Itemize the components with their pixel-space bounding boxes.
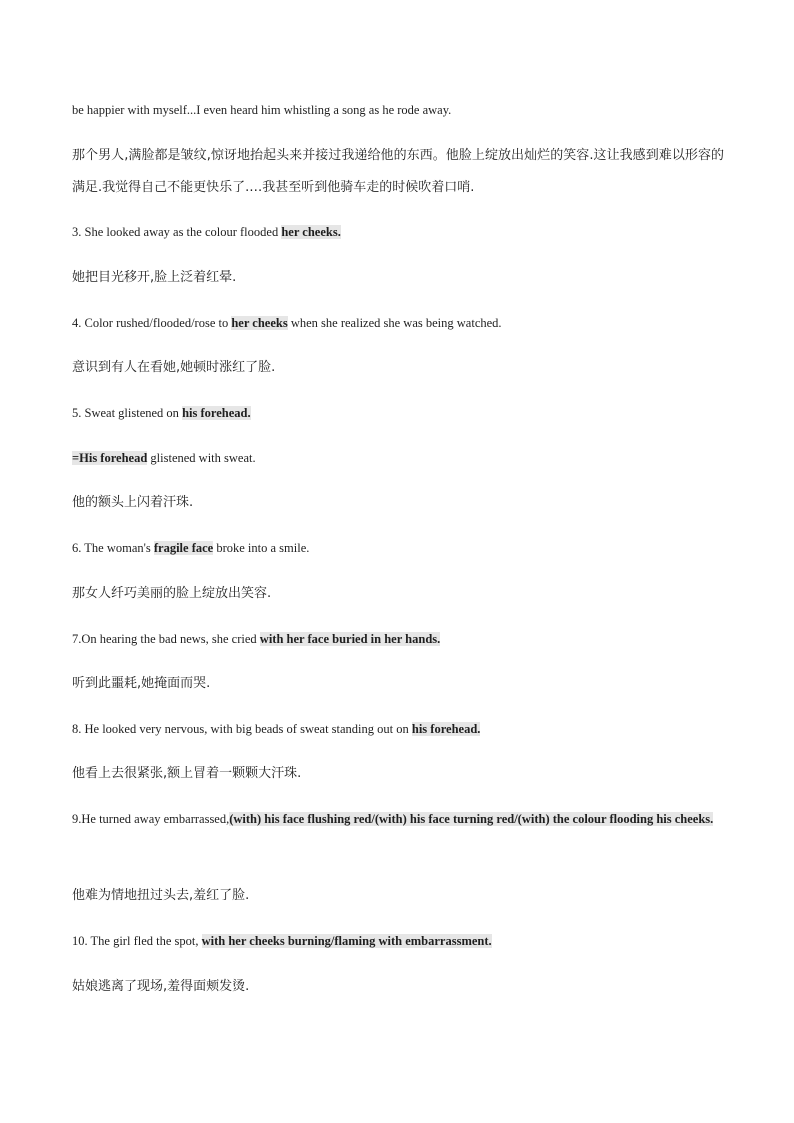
highlight-phrase: fragile face (153, 541, 214, 555)
translation-text: 姑娘逃离了现场,羞得面颊发烫. (72, 979, 250, 994)
translation-text: 他看上去很紧张,额上冒着一颗颗大汗珠. (72, 766, 302, 781)
sentence-text: glistened with sweat. (147, 451, 256, 465)
example-9 (72, 803, 724, 835)
sentence-text: 7.On hearing the bad news, she cried (72, 632, 260, 646)
sentence-text: 9.He turned away embarrassed, (72, 812, 230, 826)
translation-3 (72, 262, 724, 294)
highlight-phrase: his forehead. (182, 406, 251, 420)
example-5-variant (72, 442, 724, 474)
example-5 (72, 397, 724, 429)
example-10 (72, 925, 724, 957)
translation-text: 那女人纤巧美丽的脸上绽放出笑容. (72, 586, 272, 601)
translation-paragraph (72, 140, 724, 204)
translation-8 (72, 758, 724, 790)
translation-text: 听到此噩耗,她掩面而哭. (72, 676, 211, 691)
translation-7 (72, 668, 724, 700)
translation-9 (72, 880, 724, 912)
translation-10 (72, 971, 724, 1003)
example-6 (72, 532, 724, 564)
translation-4 (72, 352, 724, 384)
highlight-phrase: her cheeks (231, 316, 288, 330)
translation-text: 他难为情地扭过头去,羞红了脸. (72, 888, 250, 903)
text-line (72, 94, 724, 126)
example-7 (72, 623, 724, 655)
example-4 (72, 307, 724, 339)
translation-text: 他的额头上闪着汗珠. (72, 495, 194, 510)
sentence-text: 4. Color rushed/flooded/rose to (72, 316, 232, 330)
highlight-phrase: (with) his face flushing red/(with) his face turning red/(with) the colour flooding his cheeks. (229, 812, 714, 826)
sentence-text: 8. He looked very nervous, with big beads of sweat standing out on (72, 722, 412, 736)
highlight-phrase: her cheeks. (281, 225, 341, 239)
example-3 (72, 216, 724, 248)
sentence-text: be happier with myself...I even heard him whistling a song as he rode away. (72, 103, 452, 117)
sentence-text: 10. The girl fled the spot, (72, 934, 202, 948)
translation-6 (72, 578, 724, 610)
example-8 (72, 713, 724, 745)
highlight-phrase: with her cheeks burning/flaming with embarrassment. (201, 934, 492, 948)
translation-text: 她把目光移开,脸上泛着红晕. (72, 270, 237, 285)
translation-5 (72, 487, 724, 519)
highlight-phrase: his forehead. (411, 722, 481, 736)
translation-text: 意识到有人在看她,她顿时涨红了脸. (72, 360, 276, 375)
sentence-text: 3. She looked away as the colour flooded (72, 225, 282, 239)
sentence-text: when she realized she was being watched. (287, 316, 502, 330)
highlight-phrase: =His forehead (72, 451, 148, 465)
highlight-phrase: with her face buried in her hands. (259, 632, 441, 646)
sentence-text: 5. Sweat glistened on (72, 406, 183, 420)
sentence-text: 6. The woman's (72, 541, 154, 555)
translation-text: 那个男人,满脸都是皱纹,惊讶地抬起头来并接过我递给他的东西。他脸上绽放出灿烂的笑容.这让我感到难以形容的满足.我觉得自己不能更快乐了.…我甚至听到他骑车走的时候吹着口哨. (72, 148, 724, 195)
sentence-text: broke into a smile. (213, 541, 310, 555)
